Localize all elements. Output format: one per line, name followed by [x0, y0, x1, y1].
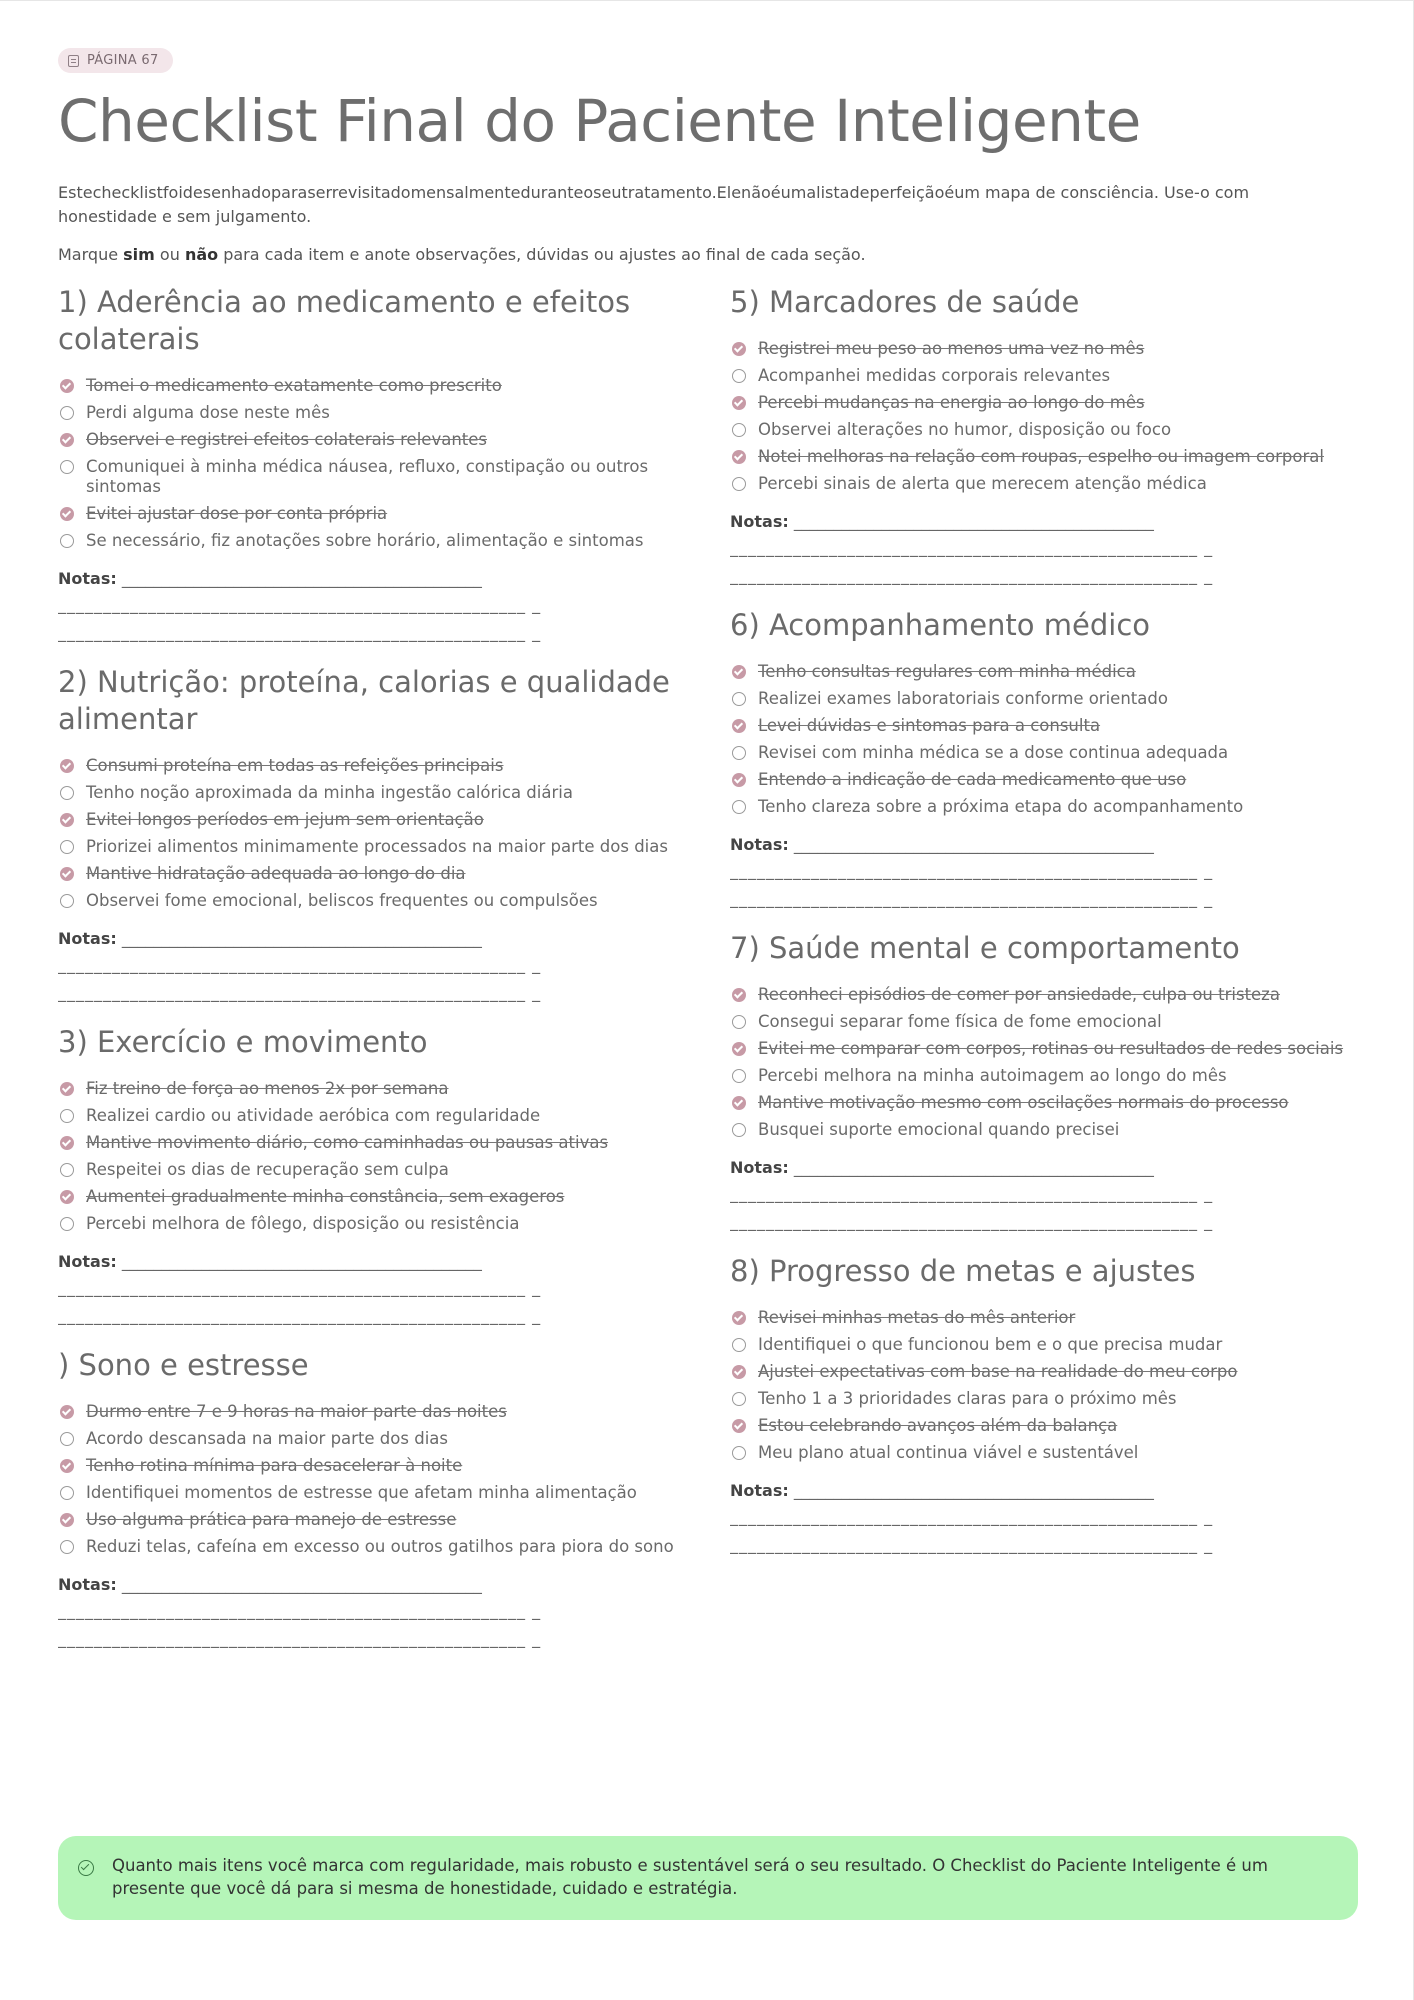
notes-field[interactable]: [58, 1575, 680, 1650]
checklist-section: [58, 284, 680, 644]
checklist-item[interactable]: [58, 504, 680, 524]
notes-label: Notas:: [58, 569, 117, 588]
checklist-item[interactable]: [730, 1120, 1352, 1140]
notes-line: ____________________________________________________ _: [730, 861, 1214, 880]
checklist-items: [730, 1308, 1352, 1463]
checklist-section: [730, 930, 1352, 1233]
checked-circle-icon[interactable]: [60, 507, 74, 521]
left-column: [58, 284, 680, 1650]
checklist-item[interactable]: [730, 1443, 1352, 1463]
page-header: [58, 48, 1358, 264]
checklist-item[interactable]: [58, 810, 680, 830]
checked-circle-icon[interactable]: [60, 1082, 74, 1096]
notes-label: Notas:: [58, 1252, 117, 1271]
checklist-item-label: Revisei minhas metas do mês anterior: [758, 1308, 1076, 1327]
checklist-item-label: Consegui separar fome física de fome emocional: [758, 1012, 1162, 1031]
checklist-item[interactable]: [730, 1012, 1352, 1032]
checklist-item-label: Aumentei gradualmente minha constância, sem exageros: [86, 1187, 565, 1206]
checklist-item[interactable]: [58, 1483, 680, 1503]
unchecked-circle-icon[interactable]: [60, 1217, 74, 1231]
checklist-item[interactable]: [730, 1389, 1352, 1409]
notes-line: ____________________________________________________ _: [58, 595, 542, 614]
notes-line: _____________________________________________: [116, 1575, 482, 1594]
checklist-items: [58, 1079, 680, 1234]
unchecked-circle-icon[interactable]: [732, 1015, 746, 1029]
checklist-items: [730, 985, 1352, 1140]
checklist-item-label: Perdi alguma dose neste mês: [86, 403, 330, 422]
checklist-item-label: Se necessário, fiz anotações sobre horário, alimentação e sintomas: [86, 531, 644, 550]
notes-label: Notas:: [58, 929, 117, 948]
notes-line: ____________________________________________________ _: [58, 983, 542, 1002]
checklist-item-label: Identifiquei momentos de estresse que afetam minha alimentação: [86, 1483, 637, 1502]
checklist-item-label: Ajustei expectativas com base na realidade do meu corpo: [758, 1362, 1238, 1381]
checked-circle-icon[interactable]: [732, 1419, 746, 1433]
notes-line: _____________________________________________: [116, 569, 482, 588]
checklist-item[interactable]: [730, 1335, 1352, 1355]
checklist-item[interactable]: [58, 531, 680, 551]
unchecked-circle-icon[interactable]: [732, 1069, 746, 1083]
notes-field[interactable]: [58, 569, 680, 644]
notes-field[interactable]: [58, 1252, 680, 1327]
checklist-item-label: Tenho consultas regulares com minha médica: [758, 662, 1136, 681]
checklist-item-label: Revisei com minha médica se a dose continua adequada: [758, 743, 1229, 762]
intro-text: Estechecklistfoidesenhadoparaserrevisitadomensalmenteduranteoseutratamento.Elenãoéumalistadeperfeiçãoéum mapa de consciência. Use-o com honestidade e sem julgamento.: [58, 183, 1250, 226]
notes-label: Notas:: [730, 1158, 789, 1177]
notes-line: ____________________________________________________ _: [730, 1535, 1214, 1554]
section-title: 5) Marcadores de saúde: [730, 285, 1080, 319]
checklist-item-label: Uso alguma prática para manejo de estresse: [86, 1510, 457, 1529]
notes-line: ____________________________________________________ _: [58, 955, 542, 974]
checklist-item-label: Observei alterações no humor, disposição ou foco: [758, 420, 1172, 439]
checked-circle-icon[interactable]: [60, 1190, 74, 1204]
notes-line: _____________________________________________: [788, 835, 1154, 854]
checklist-item-label: Percebi mudanças na energia ao longo do mês: [758, 393, 1145, 412]
checklist-item[interactable]: [58, 864, 680, 884]
checklist-item-label: Priorizei alimentos minimamente processados na maior parte dos dias: [86, 837, 668, 856]
checklist-item-label: Mantive movimento diário, como caminhadas ou pausas ativas: [86, 1133, 609, 1152]
checklist-item[interactable]: [730, 743, 1352, 763]
checklist-item[interactable]: [730, 797, 1352, 817]
instructions-pre: Marque: [58, 245, 124, 264]
checklist-item[interactable]: [58, 756, 680, 776]
checklist-item[interactable]: [58, 1510, 680, 1530]
checklist-item-label: Durmo entre 7 e 9 horas na maior parte das noites: [86, 1402, 507, 1421]
checklist-section: [730, 1253, 1352, 1556]
checklist-items: [58, 756, 680, 911]
checklist-item[interactable]: [58, 430, 680, 450]
checklist-item-label: Observei e registrei efeitos colaterais relevantes: [86, 430, 487, 449]
notes-label: Notas:: [730, 1481, 789, 1500]
notes-line: ____________________________________________________ _: [58, 1278, 542, 1297]
unchecked-circle-icon[interactable]: [732, 1446, 746, 1460]
checked-circle-icon[interactable]: [732, 1096, 746, 1110]
checklist-item-label: Notei melhoras na relação com roupas, espelho ou imagem corporal: [758, 447, 1324, 466]
notes-line: _____________________________________________: [116, 1252, 482, 1271]
checklist-item-label: Entendo a indicação de cada medicamento que uso: [758, 770, 1187, 789]
unchecked-circle-icon[interactable]: [60, 534, 74, 548]
section-title: 6) Acompanhamento médico: [730, 608, 1151, 642]
notes-line: ____________________________________________________ _: [58, 1629, 542, 1648]
checked-circle-icon[interactable]: [732, 988, 746, 1002]
checklist-item-label: Percebi melhora na minha autoimagem ao longo do mês: [758, 1066, 1227, 1085]
checklist-item[interactable]: [58, 891, 680, 911]
checklist-item-label: Evitei me comparar com corpos, rotinas ou resultados de redes sociais: [758, 1039, 1344, 1058]
checklist-item[interactable]: [730, 1416, 1352, 1436]
notes-line: ____________________________________________________ _: [730, 889, 1214, 908]
checklist-item[interactable]: [58, 1456, 680, 1476]
checked-circle-icon[interactable]: [60, 759, 74, 773]
checklist-item[interactable]: [730, 366, 1352, 386]
checked-circle-icon[interactable]: [60, 867, 74, 881]
checklist-item-label: Fiz treino de força ao menos 2x por semana: [86, 1079, 449, 1098]
checklist-item[interactable]: [730, 662, 1352, 682]
instructions-post: para cada item e anote observações, dúvidas ou ajustes ao final de cada seção.: [218, 245, 866, 264]
footer-text: Quanto mais itens você marca com regularidade, mais robusto e sustentável será o seu resultado. O Checklist do Paciente Inteligente é um presente que você dá para si mesma de honestidade, cuidado e estratégia.: [112, 1856, 1268, 1898]
unchecked-circle-icon[interactable]: [732, 1338, 746, 1352]
unchecked-circle-icon[interactable]: [60, 1540, 74, 1554]
checklist-items: [730, 662, 1352, 817]
checked-circle-icon[interactable]: [732, 773, 746, 787]
unchecked-circle-icon[interactable]: [732, 1392, 746, 1406]
unchecked-circle-icon[interactable]: [60, 840, 74, 854]
checklist-item-label: Tenho clareza sobre a próxima etapa do acompanhamento: [758, 797, 1244, 816]
checklist-item[interactable]: [730, 985, 1352, 1005]
checked-circle-icon[interactable]: [60, 1136, 74, 1150]
checklist-item[interactable]: [58, 1429, 680, 1449]
notes-line: ____________________________________________________ _: [730, 566, 1214, 585]
checklist-item-label: Identifiquei o que funcionou bem e o que precisa mudar: [758, 1335, 1223, 1354]
notes-label: Notas:: [58, 1575, 117, 1594]
page-border-top: [0, 0, 1414, 1]
unchecked-circle-icon[interactable]: [732, 746, 746, 760]
checklist-item-label: Observei fome emocional, beliscos frequentes ou compulsões: [86, 891, 598, 910]
checklist-item-label: Realizei exames laboratoriais conforme orientado: [758, 689, 1168, 708]
checklist-item-label: Mantive motivação mesmo com oscilações normais do processo: [758, 1093, 1289, 1112]
page-badge: [58, 48, 173, 73]
checklist-item[interactable]: [58, 1160, 680, 1180]
checked-circle-icon[interactable]: [732, 719, 746, 733]
checklist-item-label: Percebi melhora de fôlego, disposição ou resistência: [86, 1214, 520, 1233]
checked-circle-icon[interactable]: [732, 1365, 746, 1379]
notes-field[interactable]: [730, 1158, 1352, 1233]
checklist-item[interactable]: [58, 1106, 680, 1126]
checked-circle-icon[interactable]: [732, 665, 746, 679]
checklist-item[interactable]: [58, 403, 680, 423]
notes-line: ____________________________________________________ _: [730, 1212, 1214, 1231]
checklist-item[interactable]: [58, 1187, 680, 1207]
unchecked-circle-icon[interactable]: [60, 1163, 74, 1177]
checklist-item-label: Meu plano atual continua viável e sustentável: [758, 1443, 1139, 1462]
checked-circle-icon[interactable]: [60, 1513, 74, 1527]
section-title: ) Sono e estresse: [58, 1348, 309, 1382]
checklist-item[interactable]: [730, 393, 1352, 413]
checklist-item-label: Consumi proteína em todas as refeições principais: [86, 756, 504, 775]
checklist-item-label: Evitei ajustar dose por conta própria: [86, 504, 388, 523]
unchecked-circle-icon[interactable]: [732, 369, 746, 383]
checklist-item[interactable]: [730, 420, 1352, 440]
checklist-item-label: Reduzi telas, cafeína em excesso ou outros gatilhos para piora do sono: [86, 1537, 674, 1556]
checklist-item[interactable]: [58, 1537, 680, 1557]
checklist-item[interactable]: [730, 474, 1352, 494]
notes-line: _____________________________________________: [788, 1158, 1154, 1177]
right-column: [730, 284, 1352, 1556]
unchecked-circle-icon[interactable]: [60, 1109, 74, 1123]
checked-circle-icon[interactable]: [732, 1042, 746, 1056]
checklist-item[interactable]: [730, 339, 1352, 359]
unchecked-circle-icon[interactable]: [60, 1486, 74, 1500]
unchecked-circle-icon[interactable]: [732, 692, 746, 706]
checklist-item[interactable]: [730, 1093, 1352, 1113]
checklist-item[interactable]: [730, 716, 1352, 736]
checklist-item-label: Busquei suporte emocional quando precisei: [758, 1120, 1120, 1139]
notes-field[interactable]: [730, 1481, 1352, 1556]
checklist-items: [58, 1402, 680, 1557]
checklist-section: [58, 664, 680, 1004]
checked-circle-icon[interactable]: [732, 396, 746, 410]
unchecked-circle-icon[interactable]: [732, 423, 746, 437]
checklist-item-label: Reconheci episódios de comer por ansiedade, culpa ou tristeza: [758, 985, 1280, 1004]
checklist-item-label: Acompanhei medidas corporais relevantes: [758, 366, 1111, 385]
checked-circle-icon[interactable]: [60, 1459, 74, 1473]
checked-circle-icon[interactable]: [60, 813, 74, 827]
section-title: 1) Aderência ao medicamento e efeitos colaterais: [58, 285, 631, 356]
checklist-item-label: Tomei o medicamento exatamente como prescrito: [86, 376, 502, 395]
checklist-item[interactable]: [730, 447, 1352, 467]
notes-label: Notas:: [730, 835, 789, 854]
checklist-items: [730, 339, 1352, 494]
notes-line: ____________________________________________________ _: [730, 538, 1214, 557]
notes-line: _____________________________________________: [788, 512, 1154, 531]
checklist-item-label: Registrei meu peso ao menos uma vez no mês: [758, 339, 1145, 358]
unchecked-circle-icon[interactable]: [60, 786, 74, 800]
checklist-item-label: Tenho noção aproximada da minha ingestão calórica diária: [86, 783, 573, 802]
checklist-section: [730, 284, 1352, 587]
unchecked-circle-icon[interactable]: [60, 406, 74, 420]
unchecked-circle-icon[interactable]: [60, 894, 74, 908]
notes-line: _____________________________________________: [788, 1481, 1154, 1500]
checklist-item-label: Respeitei os dias de recuperação sem culpa: [86, 1160, 449, 1179]
checklist-item[interactable]: [730, 770, 1352, 790]
notes-field[interactable]: [730, 512, 1352, 587]
unchecked-circle-icon[interactable]: [732, 477, 746, 491]
notes-line: ____________________________________________________ _: [730, 1507, 1214, 1526]
checklist-section: [58, 1347, 680, 1650]
checklist-item[interactable]: [58, 783, 680, 803]
checked-circle-icon[interactable]: [732, 342, 746, 356]
checklist-item[interactable]: [58, 376, 680, 396]
checklist-item-label: Levei dúvidas e sintomas para a consulta: [758, 716, 1101, 735]
notes-line: ____________________________________________________ _: [730, 1184, 1214, 1203]
checked-circle-icon[interactable]: [732, 1311, 746, 1325]
checked-circle-icon[interactable]: [60, 379, 74, 393]
checklist-items: [58, 376, 680, 551]
checklist-item-label: Percebi sinais de alerta que merecem atenção médica: [758, 474, 1207, 493]
checklist-item-label: Estou celebrando avanços além da balança: [758, 1416, 1118, 1435]
notes-field[interactable]: [730, 835, 1352, 910]
checklist-item-label: Comuniquei à minha médica náusea, refluxo, constipação ou outros sintomas: [86, 457, 649, 496]
page-title: Checklist Final do Paciente Inteligente: [58, 87, 1141, 155]
checklist-section: [730, 607, 1352, 910]
checklist-item[interactable]: [58, 1214, 680, 1234]
notes-field[interactable]: [58, 929, 680, 1004]
instructions-yes: sim: [123, 245, 155, 264]
checklist-item[interactable]: [58, 1133, 680, 1153]
checklist-item[interactable]: [730, 1066, 1352, 1086]
footer-callout: [58, 1836, 1358, 1920]
instructions-text: [58, 245, 1358, 264]
checklist-item[interactable]: [58, 837, 680, 857]
checklist-item[interactable]: [58, 457, 680, 497]
checklist-item[interactable]: [730, 689, 1352, 709]
checklist-item[interactable]: [730, 1362, 1352, 1382]
checklist-item-label: Tenho 1 a 3 prioridades claras para o próximo mês: [758, 1389, 1177, 1408]
notes-line: ____________________________________________________ _: [58, 1601, 542, 1620]
checklist-item[interactable]: [58, 1402, 680, 1422]
checklist-item[interactable]: [58, 1079, 680, 1099]
checklist-item[interactable]: [730, 1039, 1352, 1059]
section-title: 3) Exercício e movimento: [58, 1025, 428, 1059]
checklist-item-label: Mantive hidratação adequada ao longo do dia: [86, 864, 466, 883]
checklist-item-label: Evitei longos períodos em jejum sem orientação: [86, 810, 484, 829]
checked-circle-icon[interactable]: [732, 450, 746, 464]
unchecked-circle-icon[interactable]: [732, 800, 746, 814]
notes-line: ____________________________________________________ _: [58, 623, 542, 642]
unchecked-circle-icon[interactable]: [60, 1432, 74, 1446]
checklist-item-label: Tenho rotina mínima para desacelerar à noite: [86, 1456, 463, 1475]
page-icon: [68, 55, 79, 67]
section-title: 2) Nutrição: proteína, calorias e qualidade alimentar: [58, 665, 670, 736]
unchecked-circle-icon[interactable]: [60, 460, 74, 474]
checked-circle-icon[interactable]: [60, 433, 74, 447]
unchecked-circle-icon[interactable]: [732, 1123, 746, 1137]
instructions-mid: ou: [154, 245, 185, 264]
section-title: 7) Saúde mental e comportamento: [730, 931, 1240, 965]
notes-line: ____________________________________________________ _: [58, 1306, 542, 1325]
page-number: PÁGINA 67: [87, 53, 159, 68]
check-circle-icon: [78, 1860, 94, 1876]
checklist-section: [58, 1024, 680, 1327]
checked-circle-icon[interactable]: [60, 1405, 74, 1419]
notes-label: Notas:: [730, 512, 789, 531]
checklist-item-label: Realizei cardio ou atividade aeróbica com regularidade: [86, 1106, 541, 1125]
notes-line: _____________________________________________: [116, 929, 482, 948]
instructions-no: não: [184, 245, 219, 264]
section-title: 8) Progresso de metas e ajustes: [730, 1254, 1196, 1288]
checklist-item-label: Acordo descansada na maior parte dos dias: [86, 1429, 448, 1448]
checklist-item[interactable]: [730, 1308, 1352, 1328]
